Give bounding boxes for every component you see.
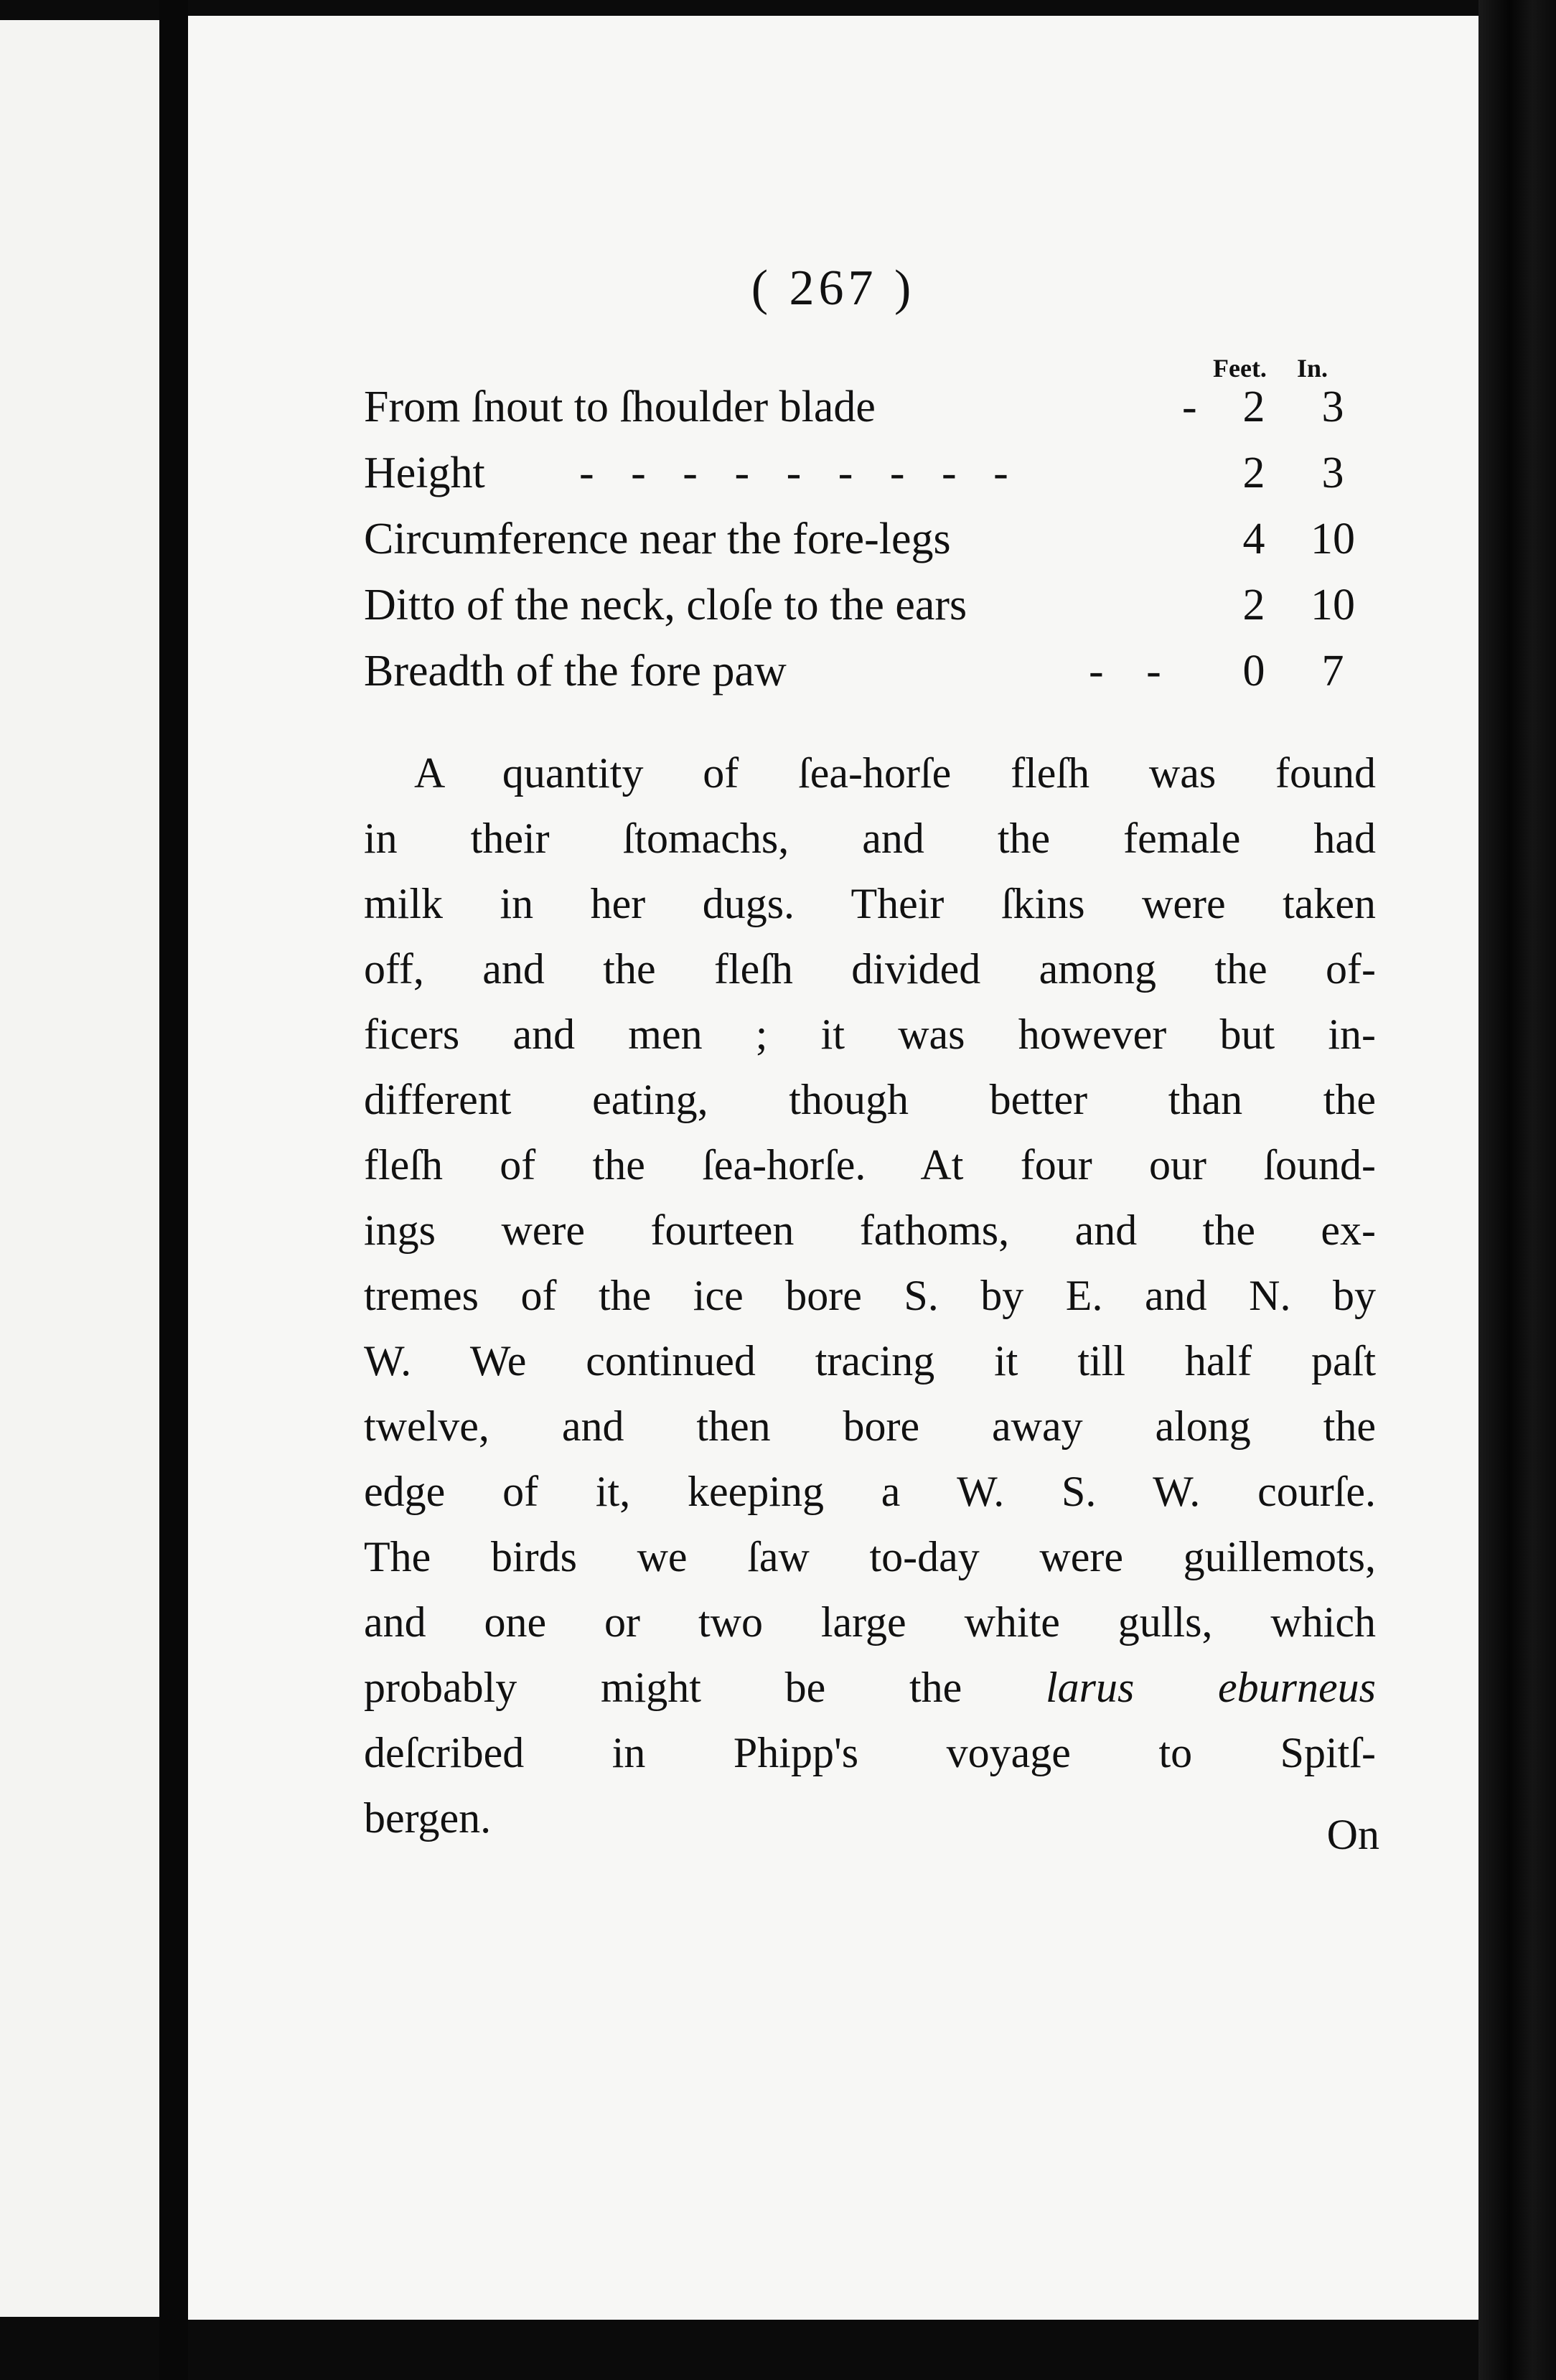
feet-value: 2: [1242, 581, 1265, 629]
text-line: bergen.: [364, 1794, 492, 1842]
italic-species-name: larus eburneus: [1045, 1664, 1376, 1711]
text-line: different eating, though better than the: [364, 1076, 1376, 1123]
feet-value: 2: [1242, 383, 1265, 431]
table-row: [364, 580, 1383, 646]
text-line: The birds we ſaw to-day were guillemots,: [364, 1533, 1376, 1580]
table-row: [364, 646, 1383, 712]
text-line: ings were fourteen fathoms, and the ex-: [364, 1207, 1376, 1254]
measurement-table: [364, 382, 1383, 712]
row-label: From ſnout to ſhoulder blade: [364, 383, 876, 431]
row-label: Ditto of the neck, cloſe to the ears: [364, 581, 967, 629]
text-line: twelve, and then bore away along the: [364, 1402, 1376, 1450]
text-line: in their ſtomachs, and the female had: [364, 815, 1376, 862]
inches-value: 10: [1311, 581, 1355, 629]
inches-header: In.: [1297, 354, 1328, 383]
feet-value: 0: [1242, 647, 1265, 695]
feet-value: 2: [1242, 449, 1265, 497]
inches-value: 3: [1321, 383, 1344, 431]
text-line: fleſh of the ſea-horſe. At four our ſound-: [364, 1141, 1376, 1189]
facing-page: [0, 20, 159, 2317]
table-row: [364, 448, 1383, 514]
body-paragraph: [364, 741, 1376, 1851]
table-row: [364, 514, 1383, 580]
text-segment: probably might be the: [364, 1664, 962, 1711]
leader-dashes: - - - - - - - - -: [579, 449, 1021, 497]
text-line: milk in her dugs. Their ſkins were taken: [364, 880, 1376, 927]
text-line: A quantity of ſea-horſe fleſh was found: [414, 749, 1376, 797]
leader-dashes: -: [1182, 383, 1197, 431]
feet-value: 4: [1242, 515, 1265, 563]
book-gutter: [159, 0, 188, 2380]
inches-value: 7: [1321, 647, 1344, 695]
feet-header: Feet.: [1213, 354, 1267, 383]
row-label: Height: [364, 449, 485, 497]
row-label: Circumference near the fore-legs: [364, 515, 951, 563]
page-edge-shadow: [1478, 0, 1556, 2380]
book-page: [188, 16, 1478, 2320]
row-label: Breadth of the fore paw: [364, 647, 787, 695]
leader-dashes: - -: [1089, 647, 1177, 695]
inches-value: 10: [1311, 515, 1355, 563]
text-line: edge of it, keeping a W. S. W. courſe.: [364, 1468, 1376, 1515]
text-line-with-italic: [364, 1655, 1376, 1720]
text-line: W. We continued tracing it till half paſt: [364, 1337, 1376, 1385]
inches-value: 3: [1321, 449, 1344, 497]
text-line: and one or two large white gulls, which: [364, 1598, 1376, 1646]
catchword: On: [1326, 1811, 1379, 1858]
text-line: deſcribed in Phipp's voyage to Spitſ-: [364, 1729, 1376, 1776]
table-row: [364, 382, 1383, 448]
text-line: ficers and men ; it was however but in-: [364, 1011, 1376, 1058]
page-number: ( 267 ): [751, 261, 916, 316]
text-line: off, and the fleſh divided among the of-: [364, 945, 1376, 993]
text-line: tremes of the ice bore S. by E. and N. by: [364, 1272, 1376, 1319]
